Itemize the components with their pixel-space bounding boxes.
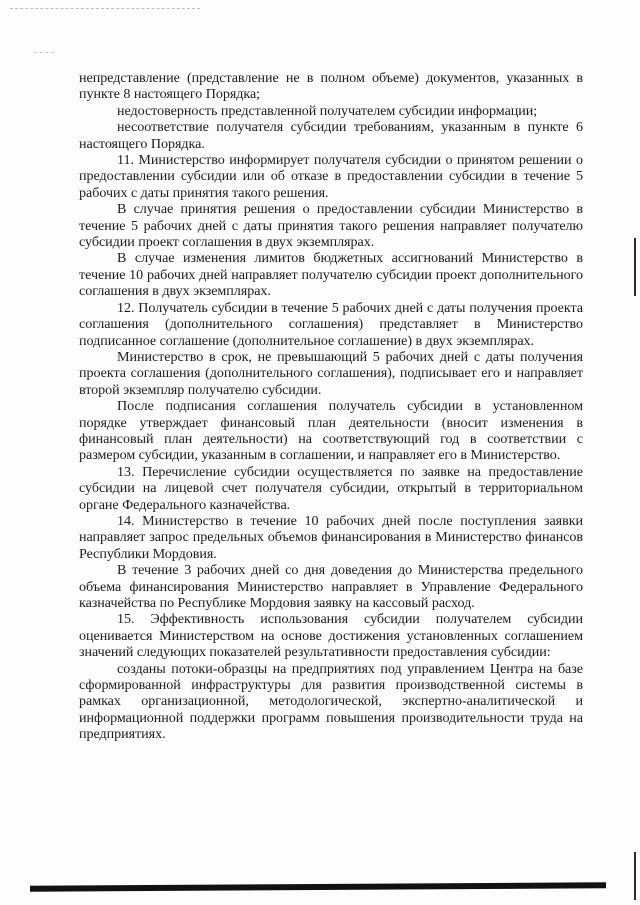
paragraph-limits-change: В случае изменения лимитов бюджетных ассигнований Министерство в течение 10 рабочих дней направляет получателю субсидии проект дополнительного соглашения в двух экземплярах. [79,250,583,300]
paragraph-item-12: 12. Получатель субсидии в течение 5 рабочих дней с даты получения проекта соглашения (дополнительного соглашения) представляет в Министерство подписанное соглашение (дополнительное соглашение) в двух экземплярах. [79,299,583,349]
paragraph-reason-incomplete-documents: непредставление (представление не в полном объеме) документов, указанных в пункте 8 настоящего Порядка; [79,70,583,103]
paragraph-financial-plan: После подписания соглашения получатель субсидии в установленном порядке утверждает финансовый план деятельности (вносит изменения в финансовый план деятельности) на соответствующий год в соответствии с размером субсидии, указанным в соглашении, и направляет его в Министерство. [79,398,583,464]
scan-edge-line [634,238,636,296]
document-body [79,70,583,743]
paragraph-indicator-pilot-streams: созданы потоки-образцы на предприятиях под управлением Центра на базе сформированной инфраструктуры для развития производственной системы в рамках организационной, методологической, экспертно-аналитической и информационной поддержки программ повышения производительности труда на предприятиях. [79,660,583,743]
paragraph-ministry-signing: Министерство в срок, не превышающий 5 рабочих дней с даты получения проекта соглашения (дополнительного соглашения), подписывает его и направляет второй экземпляр получателю субсидии. [79,348,583,398]
paragraph-item-13: 13. Перечисление субсидии осуществляется по заявке на предоставление субсидии на лицевой счет получателя субсидии, открытый в территориальном органе Федерального казначейства. [79,463,583,513]
scan-bottom-bar [30,882,606,892]
scan-artifact-mark [34,52,54,54]
scan-edge-line-lower [634,852,636,900]
paragraph-item-15: 15. Эффективность использования субсидии получателем субсидии оценивается Министерством на основе достижения установленных соглашением значений следующих показателей результативности предоставления субсидии: [79,611,583,661]
paragraph-decision-agreement: В случае принятия решения о предоставлении субсидии Министерство в течение 5 рабочих дней с даты принятия такого решения направляет получателю субсидии проект соглашения в двух экземплярах. [79,201,583,251]
paragraph-reason-noncompliance: несоответствие получателя субсидии требованиям, указанным в пункте 6 настоящего Порядка. [79,119,583,152]
scan-artifact-top [10,8,200,11]
paragraph-reason-inaccurate-info: недостоверность представленной получателем субсидии информации; [117,102,538,119]
paragraph-item-11: 11. Министерство информирует получателя субсидии о принятом решении о предоставлении субсидии или об отказе в предоставлении субсидии в течение 5 рабочих с даты принятия такого решения. [79,152,583,201]
paragraph-cash-expense: В течение 3 рабочих дней со дня доведения до Министерства предельного объема финансирования Министерство направляет в Управление Федерального казначейства по Республике Мордовия заявку на кассовый расход. [79,562,583,611]
paragraph-item-14: 14. Министерство в течение 10 рабочих дней после поступления заявки направляет запрос предельных объемов финансирования в Министерство финансов Республики Мордовия. [79,512,583,562]
